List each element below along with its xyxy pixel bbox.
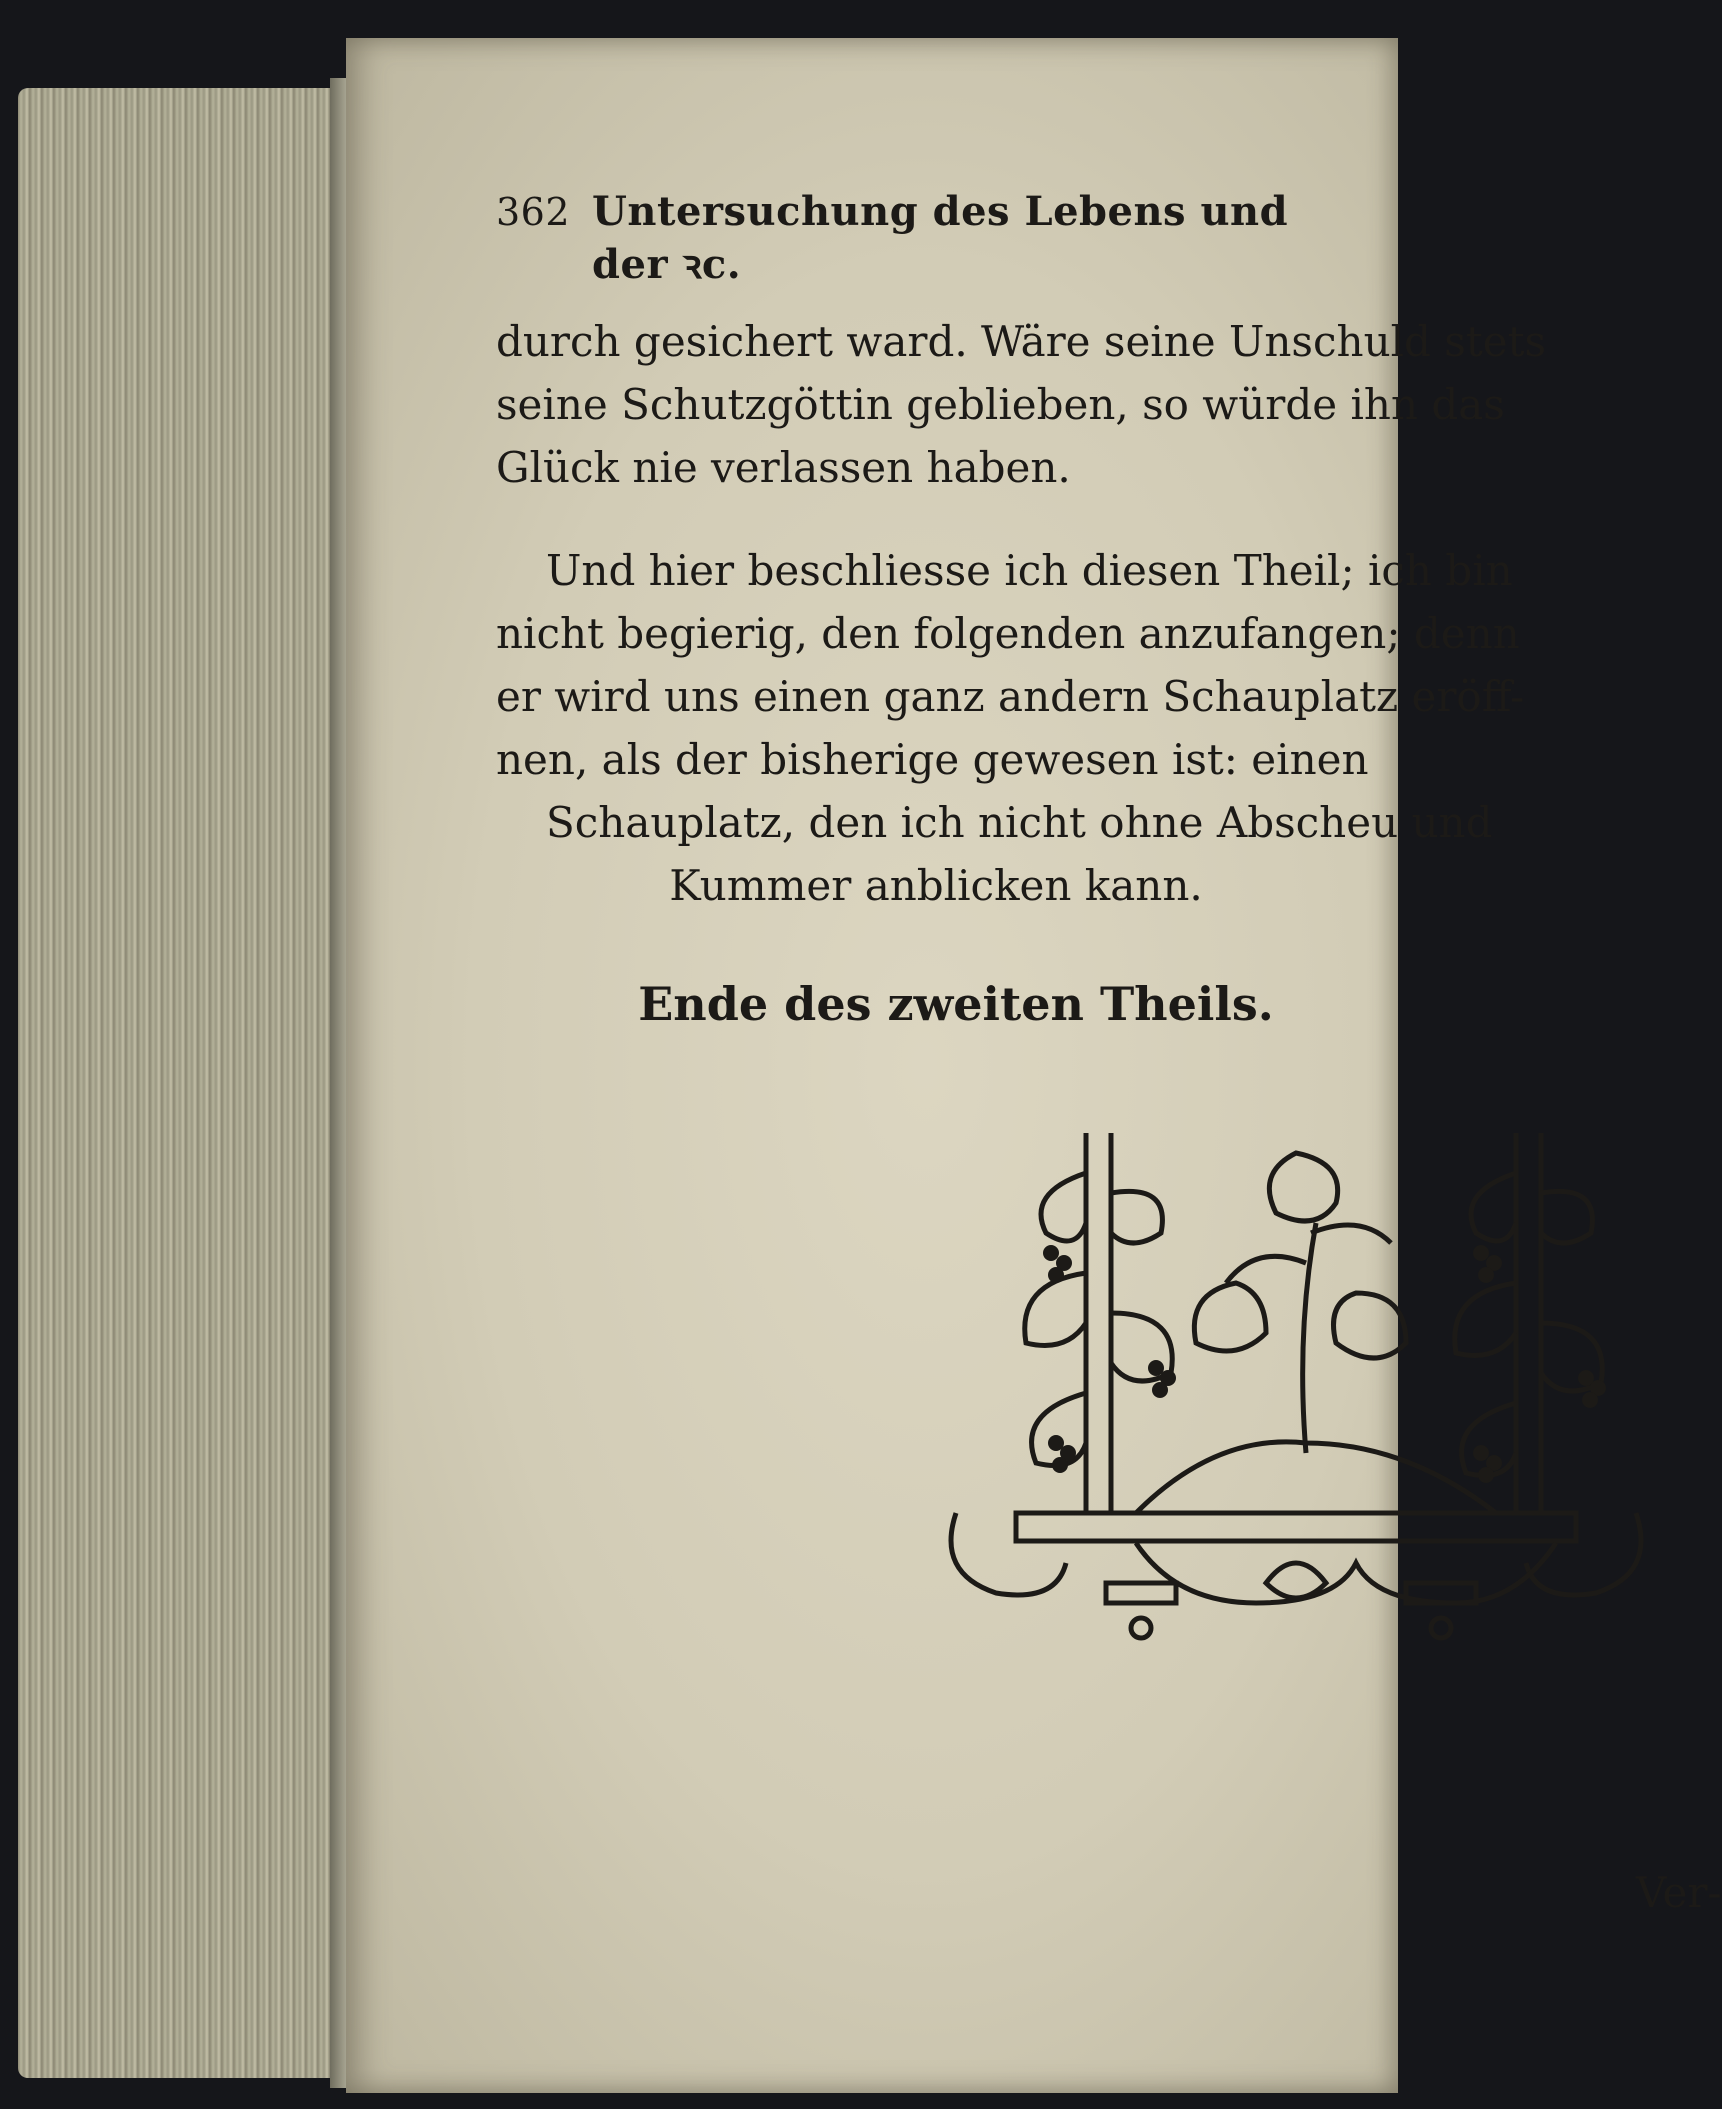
text-line: er wird uns einen ganz andern Schauplatz eröff-	[496, 672, 1525, 721]
text-line: Schauplatz, den ich nicht ohne Abscheu und	[546, 798, 1493, 847]
text-line: seine Schutzgöttin geblieben, so würde ihn das	[496, 380, 1505, 429]
woodcut-vines-urns-ornament-icon	[936, 1113, 1656, 1673]
running-title: Untersuchung des Lebens und der ꝛc.	[592, 188, 1289, 288]
section-end-title: Ende des zweiten Theils.	[638, 977, 1274, 1031]
page-edges	[18, 88, 338, 2078]
page-number: 362	[496, 190, 571, 234]
page-content	[496, 188, 1546, 1031]
text-line: nicht begierig, den folgenden anzufangen; denn	[496, 609, 1520, 658]
text-line: Kummer anblicken kann.	[669, 861, 1203, 910]
running-header	[496, 188, 1376, 290]
book	[8, 38, 1722, 2093]
book-page	[346, 38, 1722, 2093]
paragraph-1	[496, 310, 1546, 499]
paragraph-2	[496, 539, 1525, 917]
text-line: durch gesichert ward. Wäre seine Unschuld stets	[496, 317, 1546, 366]
text-line: nen, als der bisherige gewesen ist: einen	[496, 735, 1369, 784]
catchword: Ver-	[1636, 1868, 1722, 1917]
text-line: Und hier beschliesse ich diesen Theil; ich bin	[546, 546, 1513, 595]
text-line: Glück nie verlassen haben.	[496, 443, 1071, 492]
